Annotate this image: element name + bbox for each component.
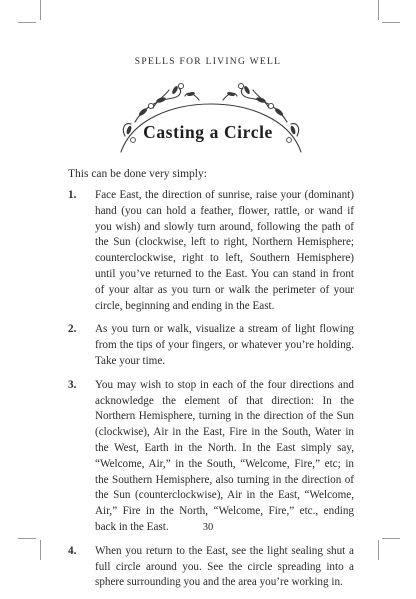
crop-mark-top-right-h (382, 22, 400, 23)
step-text: You may wish to stop in each of the four directions and acknowledge the element of that direction: In the Northern Hemisphere, turning in the direction of the Sun (clockwise), Air in the East, Fire in the South, Water in the West, Earth in the North. In the East simply say, “Welcome, Air,” in the South, “Welcome, Fire,” etc; in the Southern Hemisphere, also turning in the direction of the Sun (counterclockwise), Air in the East, “Welcome, Air,” Fire in the North, “Welcome, Fire,” etc., ending back in the East. (95, 378, 354, 533)
step-number: 1. (68, 189, 77, 201)
list-item (68, 544, 354, 591)
crop-mark-bottom-right-v (378, 540, 379, 560)
floral-arch-icon (113, 78, 309, 160)
step-text: As you turn or walk, visualize a stream of light flowing from the tips of your fingers, or whatever you’re holding. Take your time. (95, 323, 354, 367)
crop-mark-top-right-v (378, 0, 379, 20)
step-number: 3. (68, 378, 77, 391)
list-item (68, 188, 354, 314)
crop-mark-bottom-left-v (40, 540, 41, 560)
crop-mark-top-left-h (18, 22, 36, 23)
steps-list (68, 188, 354, 599)
intro-text: This can be done very simply: (68, 168, 207, 180)
step-text: Face East, the direction of sunrise, raise your (dominant) hand (you can hold a feather, flower, rattle, or wand if you wish) and slowly turn around, following the path of the Sun (clockwise, left to right, Northern Hemisphere; counterclockwise, right to left, Southern Hemisphere) until you’ve returned to the East. You can stand in front of your altar as you turn or walk the perimeter of your circle, beginning and ending in the East. (95, 189, 354, 312)
crop-mark-bottom-left-h (18, 538, 36, 539)
crop-mark-bottom-right-h (382, 538, 400, 539)
step-number: 4. (68, 544, 77, 557)
page-number: 30 (202, 522, 214, 533)
running-head: SPELLS FOR LIVING WELL (134, 57, 282, 67)
step-number: 2. (68, 323, 77, 336)
chapter-title: Casting a Circle (143, 122, 273, 142)
list-item (68, 322, 354, 369)
crop-mark-top-left-v (40, 0, 41, 20)
step-text: When you return to the East, see the light sealing shut a full circle around you. See the circle spreading into a sphere surrounding you and the area you’re working in. (95, 544, 354, 589)
list-item (68, 378, 354, 536)
